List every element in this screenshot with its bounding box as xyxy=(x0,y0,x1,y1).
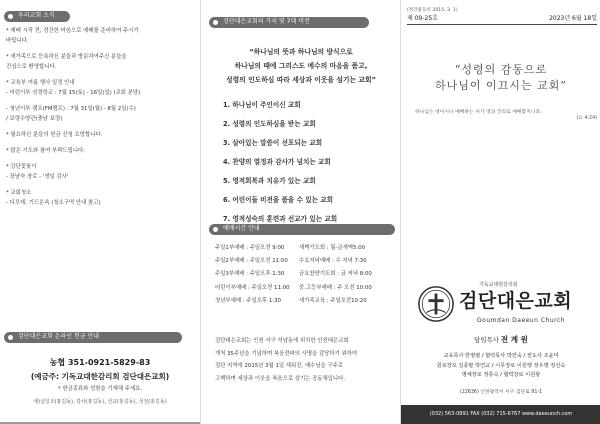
vision-title-pill xyxy=(209,17,369,28)
donation-title: 검단대은교회 온라인 헌금 안내 xyxy=(18,333,100,341)
news-line: * 교육부 여름 행사 일정 안내 xyxy=(6,80,75,86)
church-name-english: Goumdan Daeeun Church xyxy=(477,317,566,324)
bulletin-header xyxy=(407,8,597,25)
worship-cell: 수요저녁예배 : 수 저녁 7:30 xyxy=(299,258,367,265)
intro-line: 검단대은교회는 인천 서구 석남동에 위치한 인천대은교회 xyxy=(215,338,349,344)
verse-text: 하나님은 영이시니 예배하는 자가 영과 진리로 예배할지니라. xyxy=(415,110,542,115)
staff-line: 원로장로 김종팔 박연교 / 시무장로 이원행 정우명 정선숙 xyxy=(436,362,566,369)
theme-line: 하나님이 이끄시는 교회” xyxy=(435,79,567,92)
intro-line: 고백하며 세상과 이웃을 복음으로 섬기는 공동체입니다. xyxy=(215,375,346,382)
vision-line: 하나님의 때에 그리스도 예수의 마음을 품고, xyxy=(234,62,368,70)
vision-list xyxy=(223,96,399,229)
church-name: 검단대은교회 xyxy=(459,290,573,312)
donation-note: * 헌금종류와 성함을 기재해 주세요. xyxy=(57,385,143,392)
senior-pastor xyxy=(401,335,600,345)
news-line: * 교회청소 xyxy=(6,190,32,196)
bank-account: 농협 351-0921-5829-83 xyxy=(49,358,151,367)
worship-cell: 청년부예배 : 주일오후 1:30 xyxy=(215,297,281,304)
issue-number: 제 09-25호 xyxy=(407,15,438,23)
news-line: - 디모데, 기드온속 (청소구역 안내 참고) xyxy=(6,200,101,206)
church-intro xyxy=(215,335,399,385)
middle-column xyxy=(200,0,400,424)
worship-title: 예배시간 안내 xyxy=(223,225,260,233)
church-address: (22636) 인천광역시 서구 검단로 91-1 xyxy=(459,390,543,395)
vision-line: “하나님의 뜻과 하나님의 방식으로 xyxy=(249,48,353,56)
news-line: 진심으로 환영합니다. xyxy=(6,64,57,70)
pastor-role: 담임목사 xyxy=(474,336,499,344)
donation-title-pill xyxy=(4,332,182,343)
registration-note: (정간물등록 2015. 3. 1) xyxy=(407,8,458,13)
list-item: 5. 영적회복과 치유가 있는 교회 xyxy=(223,177,316,185)
issue-bar xyxy=(407,14,597,25)
news-line: 바랍니다. xyxy=(6,38,29,44)
news-line: - 장남숙 장로 - '생일 감사' xyxy=(6,174,69,180)
list-item: 4. 찬양의 열정과 감사가 넘치는 교회 xyxy=(223,158,331,166)
worship-cell: 새벽기도회 : 월-금새벽5:00 xyxy=(299,245,366,251)
list-item: 3. 살아있는 말씀이 선포되는 교회 xyxy=(223,139,323,147)
list-item: 2. 성령의 인도하심을 받는 교회 xyxy=(223,120,316,128)
donation-types: 예)십일조(홍길동), 감사(홍길동), 선교(홍길동), 성전(홍길동) xyxy=(33,399,167,406)
issue-date: 2023년 6월 18일 xyxy=(549,15,597,23)
list-item: 1. 하나님이 주인이신 교회 xyxy=(223,101,301,109)
news-line: - 청년이부 캠프(FM캠프) : 7월 31일(월) - 8월 2일(수) xyxy=(6,106,136,112)
worship-cell: 주일2부예배 : 주일오전 11:00 xyxy=(215,258,288,265)
contact-footer: (032) 563-0891 FAX (032) 715-6767 www.daeeunch.com xyxy=(401,405,600,424)
intro-line: 개척 35주년을 기념하며 복음전파의 사명을 감당하기 위하여 xyxy=(215,350,358,357)
donation-info xyxy=(0,350,200,406)
news-line: * 새가족으로 등록하신 분들과 방문하여주신 분들을 xyxy=(6,54,127,60)
left-column xyxy=(0,0,200,424)
news-line: * 많은 기도와 참여 부탁드립니다. xyxy=(6,148,85,154)
vision-line: 성령의 인도하심 따라 세상과 이웃을 섬기는 교회” xyxy=(226,76,376,84)
staff-line: 교육목사 한명렬 / 협력목사 박연숙 / 전도사 조윤미 xyxy=(443,353,559,359)
vision-title: 검단대은교회의 가치 및 7대 비전 xyxy=(223,18,310,26)
pastor-name: 전 계 원 xyxy=(500,335,528,344)
staff-line: 명예장로 정통숙 / 협력장로 이원왕 xyxy=(461,372,541,378)
news-line: * 강단꽃꽂이 xyxy=(6,164,37,170)
list-item: 7. 영적성숙의 훈련과 선교가 있는 교회 xyxy=(223,215,338,223)
news-body xyxy=(6,26,198,208)
worship-cell: 금요찬양기도회 : 금 저녁 8:00 xyxy=(299,271,372,278)
worship-cell: 새가족교육 : 주일오전10:20 xyxy=(299,297,367,304)
bullet-icon xyxy=(8,14,13,19)
worship-title-pill xyxy=(209,224,395,235)
news-title: 우리교회 소식 xyxy=(18,12,55,20)
table-row xyxy=(215,295,401,308)
worship-cell: 주일3부예배 : 주일오후 1:30 xyxy=(215,271,285,278)
verse-reference: (요 4:24) xyxy=(576,116,597,122)
church-emblem-icon xyxy=(417,285,455,323)
intro-line: 검단 지역에 2015년 3월 1일 세워진, 예수님을 구주로 xyxy=(215,363,344,369)
news-line: * 필요하신 분들의 헌금 신청 요망합니다. xyxy=(6,132,103,138)
table-row xyxy=(215,282,401,295)
worship-cell: 어린이부예배 : 주일오전 11:00 xyxy=(215,284,290,291)
worship-cell: 중.고등부예배 : 주 오전 10:00 xyxy=(299,284,372,291)
staff-list xyxy=(401,352,600,381)
worship-schedule xyxy=(215,242,401,308)
news-line: / 보령수양관(충남 보령) xyxy=(6,116,63,122)
right-column xyxy=(400,0,600,424)
list-item: 6. 어린이들 비전을 품을 수 있는 교회 xyxy=(223,196,334,204)
bullet-icon xyxy=(213,20,218,25)
news-line: - 어린이부 성경학교 : 7월 15(토) - 16일(일) (교회 본당) xyxy=(6,90,141,96)
table-row xyxy=(215,242,401,255)
table-row xyxy=(215,255,401,268)
bullet-icon xyxy=(8,335,13,340)
vision-statement xyxy=(201,45,401,87)
worship-cell: 주일1부예배 : 주일오전 9:00 xyxy=(215,245,285,251)
news-title-pill xyxy=(4,11,70,22)
theme-title xyxy=(401,62,600,94)
theme-line: “성령의 감동으로 xyxy=(454,63,548,76)
denomination: 기독교대한감리회 xyxy=(479,282,518,288)
bullet-icon xyxy=(213,227,218,232)
account-holder: (예금주: 기독교대한감리회 검단대은교회) xyxy=(30,371,170,381)
scripture-verse xyxy=(415,110,597,123)
news-line: * 예배 시작 전, 경건한 마음으로 예배를 준비하여 주시기 xyxy=(6,28,139,34)
table-row xyxy=(215,268,401,281)
